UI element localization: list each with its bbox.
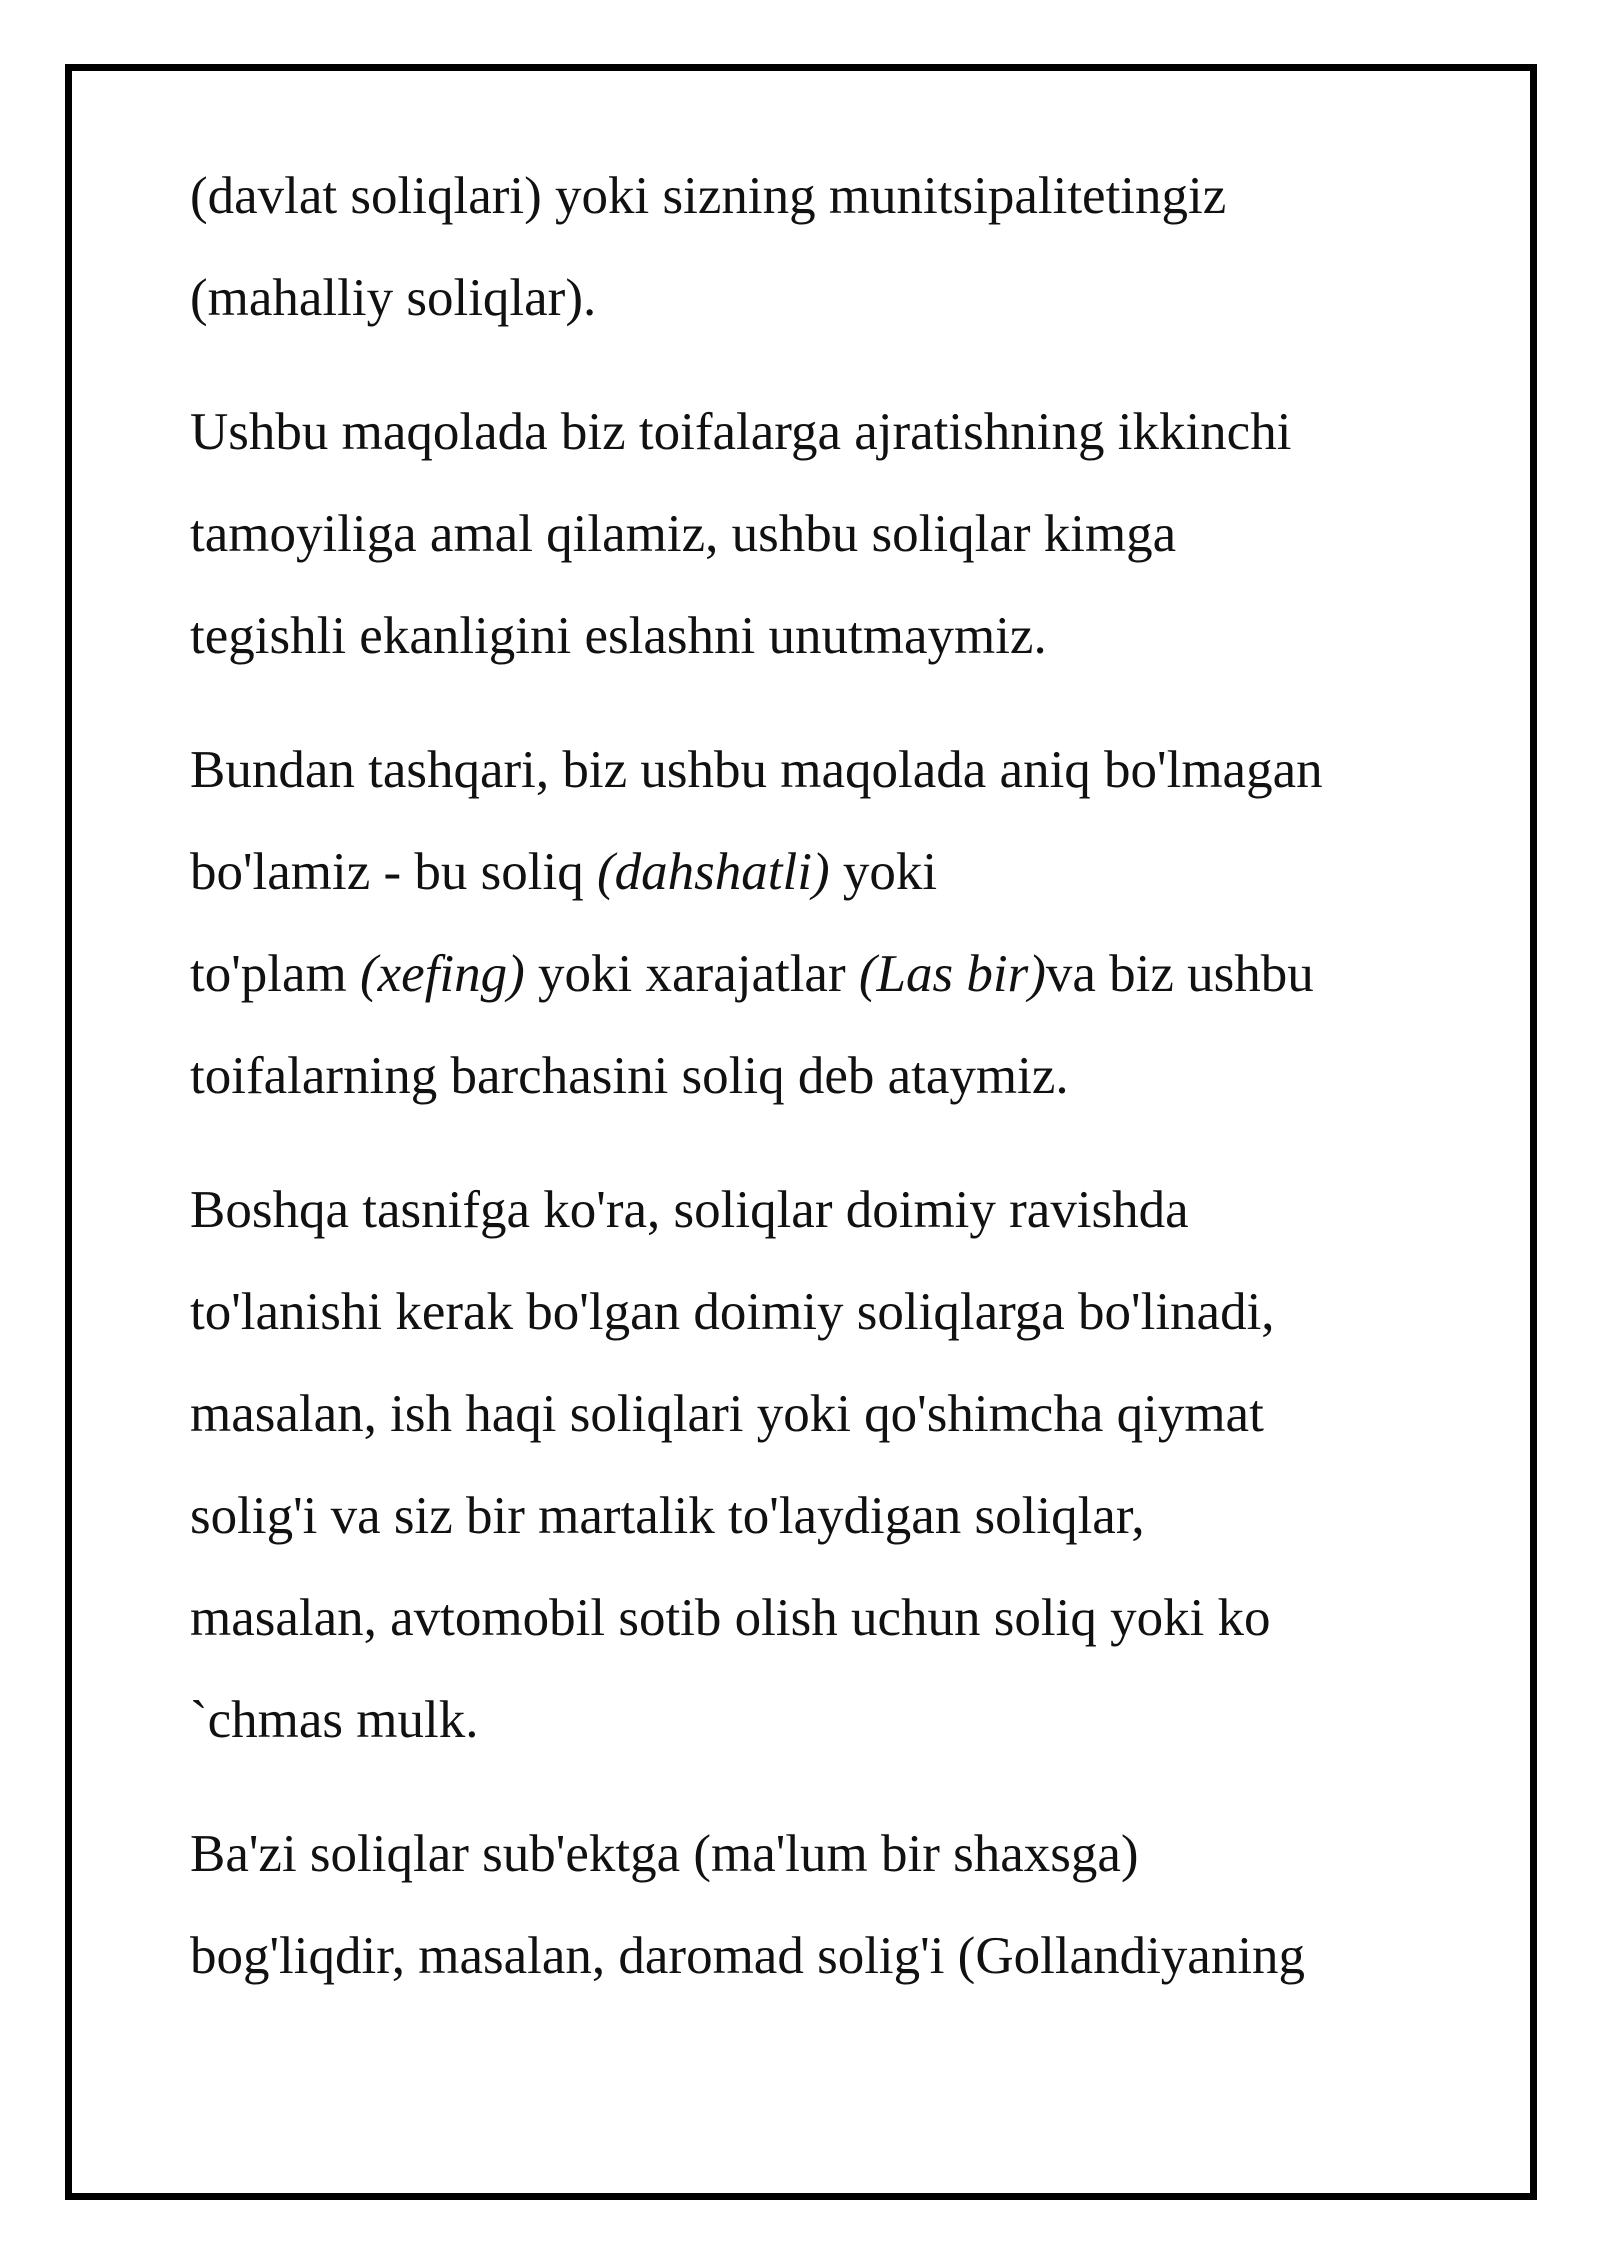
text-line: bog'liqdir, masalan, daromad solig'i (Gollandiyaning xyxy=(190,1927,1306,1985)
paragraph-2 xyxy=(190,381,1490,687)
text-line: `chmas mulk. xyxy=(190,1691,479,1749)
italic-term: (xefing) xyxy=(360,945,525,1003)
text-line: masalan, avtomobil sotib olish uchun soliq yoki ko xyxy=(190,1589,1271,1647)
text-line: to'plam (xefing) yoki xarajatlar (Las bir)va biz ushbu xyxy=(190,945,1314,1003)
italic-term: (Las bir) xyxy=(858,945,1046,1003)
text-line: Boshqa tasnifga ko'ra, soliqlar doimiy ravishda xyxy=(190,1181,1189,1239)
text-line: (davlat soliqlari) yoki sizning munitsipalitetingiz xyxy=(190,167,1227,225)
paragraph-4 xyxy=(190,1159,1490,1771)
text-line: tegishli ekanligini eslashni unutmaymiz. xyxy=(190,607,1047,665)
text-line: solig'i va siz bir martalik to'laydigan soliqlar, xyxy=(190,1487,1145,1545)
text-line: Ushbu maqolada biz toifalarga ajratishning ikkinchi xyxy=(190,403,1292,461)
paragraph-1 xyxy=(190,145,1490,349)
text-line: Bundan tashqari, biz ushbu maqolada aniq bo'lmagan xyxy=(190,741,1323,799)
text-line: Ba'zi soliqlar sub'ektga (ma'lum bir shaxsga) xyxy=(190,1825,1139,1883)
italic-term: (dahshatli) xyxy=(597,843,830,901)
paragraph-3 xyxy=(190,719,1490,1127)
text-line: (mahalliy soliqlar). xyxy=(190,269,597,327)
text-line: toifalarning barchasini soliq deb ataymiz. xyxy=(190,1047,1069,1105)
paragraph-5 xyxy=(190,1803,1490,2007)
text-line: masalan, ish haqi soliqlari yoki qo'shimcha qiymat xyxy=(190,1385,1264,1443)
document-body xyxy=(190,145,1490,2039)
text-line: to'lanishi kerak bo'lgan doimiy soliqlarga bo'linadi, xyxy=(190,1283,1275,1341)
text-line: bo'lamiz - bu soliq (dahshatli) yoki xyxy=(190,843,938,901)
text-line: tamoyiliga amal qilamiz, ushbu soliqlar kimga xyxy=(190,505,1177,563)
